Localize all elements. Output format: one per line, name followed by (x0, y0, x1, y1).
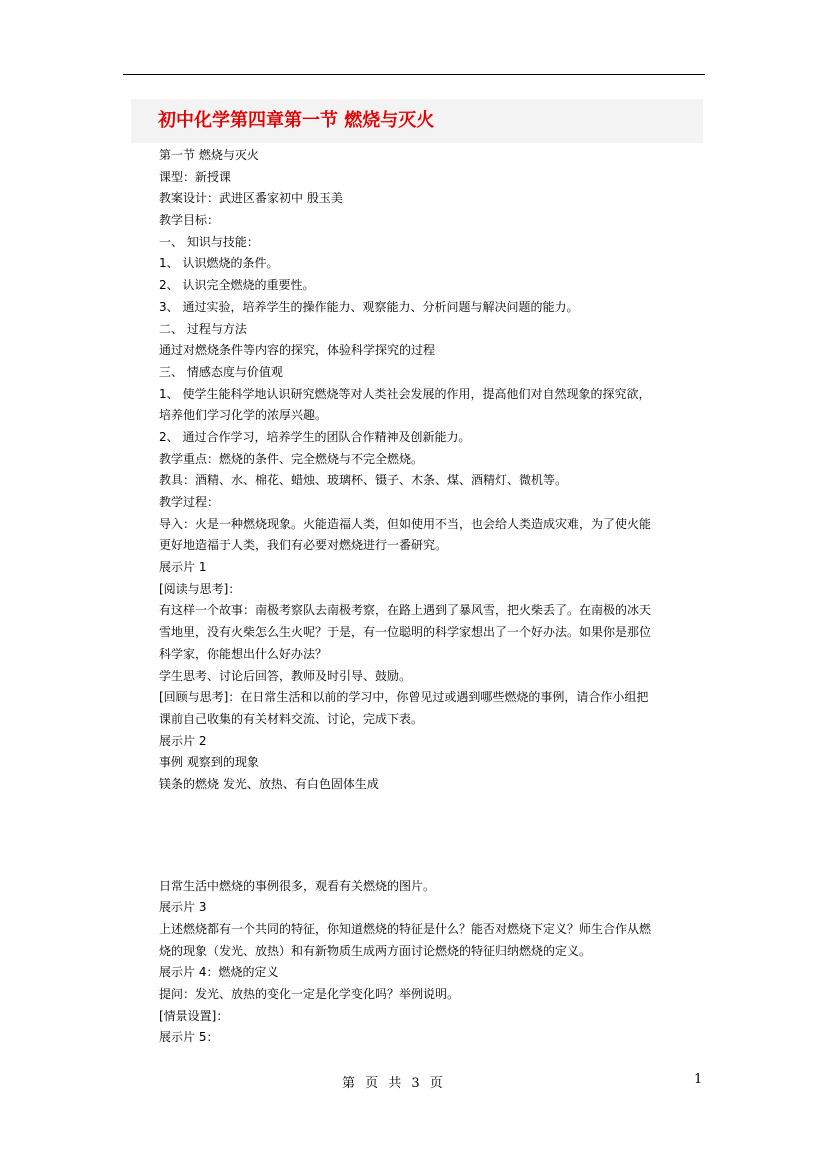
text-line: 通过对燃烧条件等内容的探究，体验科学探究的过程 (159, 343, 436, 358)
text-line: [阅读与思考]： (159, 581, 241, 596)
text-line: 1、 认识燃烧的条件。 (159, 256, 279, 271)
text-line: 导入：火是一种燃烧现象。火能造福人类，但如使用不当，也会给人类造成灾难，为了使火能 (159, 516, 652, 531)
text-line: 2、 认识完全燃烧的重要性。 (159, 278, 315, 293)
text-line: 第一节 燃烧与灭火 (159, 148, 259, 162)
text-line: 展示片 2 (159, 733, 207, 748)
text-line: 事例 观察到的现象 (159, 755, 259, 770)
text-line: 上述燃烧都有一个共同的特征，你知道燃烧的特征是什么？能否对燃烧下定义？师生合作从燃 (159, 922, 652, 936)
document-title: 初中化学第四章第一节 燃烧与灭火 (158, 110, 435, 131)
text-line: 教具：酒精、水、棉花、蜡烛、玻璃杯、镊子、木条、煤、酒精灯、微机等。 (159, 473, 568, 488)
text-line: [情景设置]： (159, 1008, 229, 1023)
text-line: 提问：发光、放热的变化一定是化学变化吗？举例说明。 (159, 987, 460, 1002)
text-line: 课型：新授课 (159, 169, 232, 184)
text-line: 教学目标： (159, 213, 220, 228)
page-footer (0, 1072, 827, 1092)
text-line: 教学重点：燃烧的条件、完全燃烧与不完全燃烧。 (159, 451, 424, 466)
text-line: 1、 使学生能科学地认识研究燃烧等对人类社会发展的作用，提高他们对自然现象的探究欲， (159, 386, 651, 401)
text-line: 展示片 5： (159, 1030, 219, 1045)
page-number: 1 (694, 1072, 703, 1087)
text-line: 培养他们学习化学的浓厚兴趣。 (159, 408, 328, 423)
text-line: 更好地造福于人类，我们有必要对燃烧进行一番研究。 (159, 538, 448, 553)
text-line: 教学过程： (159, 495, 220, 509)
text-line: 课前自己收集的有关材料交流、讨论，完成下表。 (159, 711, 424, 726)
text-line: 展示片 4：燃烧的定义 (159, 965, 279, 980)
text-line: 雪地里，没有火柴怎么生火呢？于是，有一位聪明的科学家想出了一个好办法。如果你是那位 (159, 625, 652, 640)
text-line: 科学家，你能想出什么好办法？ (159, 646, 328, 661)
text-line: 教案设计：武进区番家初中 殷玉美 (159, 191, 343, 206)
text-line: 镁条的燃烧 发光、放热、有白色固体生成 (159, 776, 379, 791)
text-line: 展示片 3 (159, 900, 207, 915)
blank-gap (159, 796, 679, 876)
document-body (159, 145, 679, 1049)
text-line: 烧的现象（发光、放热）和有新物质生成两方面讨论燃烧的特征归纳燃烧的定义。 (159, 943, 592, 958)
text-line: [回顾与思考]：在日常生活和以前的学习中，你曾见过或遇到哪些燃烧的事例，请合作小组把 (159, 690, 649, 705)
text-line: 2、 通过合作学习，培养学生的团队合作精神及创新能力。 (159, 429, 471, 444)
text-line: 日常生活中燃烧的事例很多，观看有关燃烧的图片。 (159, 878, 436, 893)
text-line: 一、 知识与技能： (159, 234, 259, 249)
text-line: 有这样一个故事：南极考察队去南极考察，在路上遇到了暴风雪，把火柴丢了。在南极的冰天 (159, 603, 652, 618)
text-line: 二、 过程与方法 (159, 321, 247, 336)
page-count-label: 第 页 共 3 页 (342, 1076, 443, 1091)
text-line: 3、 通过实验，培养学生的操作能力、观察能力、分析问题与解决问题的能力。 (159, 299, 579, 314)
text-line: 三、 情感态度与价值观 (159, 364, 283, 379)
text-line: 学生思考、讨论后回答，教师及时引导、鼓励。 (159, 668, 412, 683)
text-line: 展示片 1 (159, 560, 207, 575)
header-rule (123, 74, 705, 75)
